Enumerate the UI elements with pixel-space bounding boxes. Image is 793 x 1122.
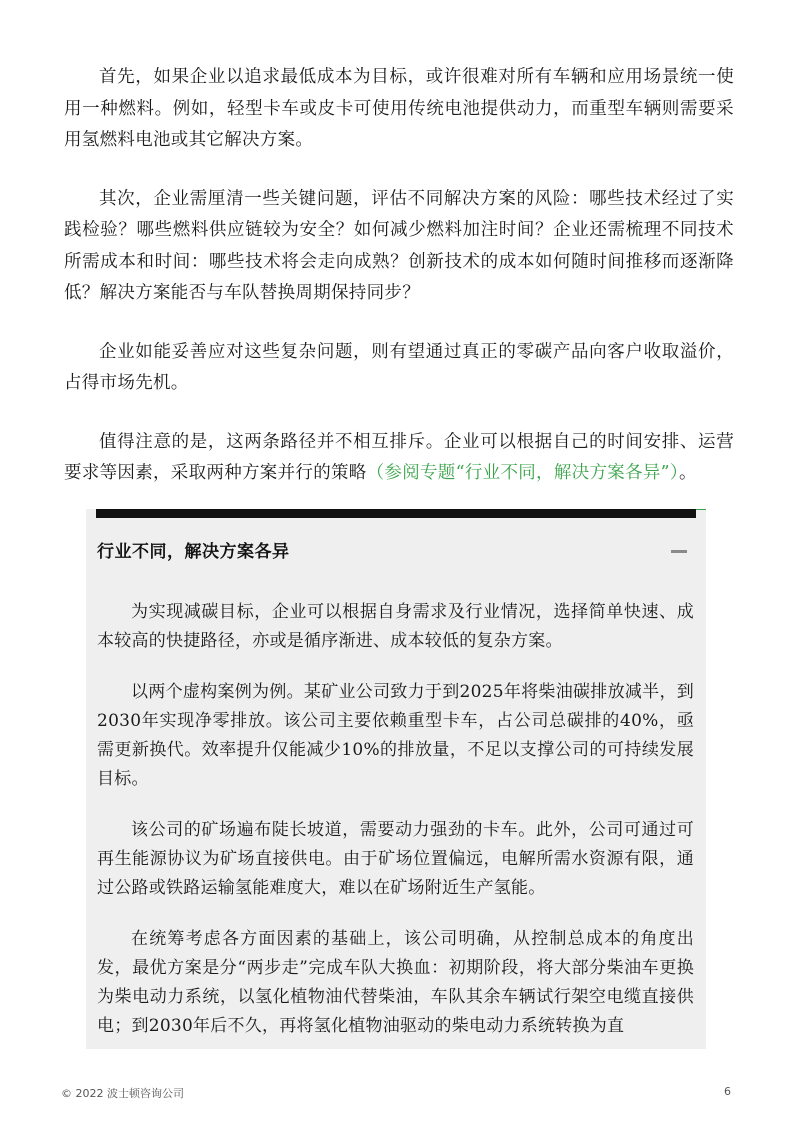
box-accent-line	[696, 509, 706, 510]
main-text	[64, 62, 734, 517]
box-accent-bar	[96, 509, 696, 518]
paragraph-1: 首先，如果企业以追求最低成本为目标，或许很难对所有车辆和应用场景统一使用一种燃料。例如，轻型卡车或皮卡可使用传统电池提供动力，而重型车辆则需要采用氢燃料电池或其它解决方案。	[64, 67, 734, 150]
footer-copyright: © 2022 波士顿咨询公司	[61, 1087, 184, 1100]
paragraph-4-text: 值得注意的是，这两条路径并不相互排斥。企业可以根据自己的时间安排、运营要求等因素，采取两种方案并行的策略	[64, 431, 734, 483]
paragraph-2: 其次，企业需厘清一些关键问题，评估不同解决方案的风险：哪些技术经过了实践检验？哪些燃料供应链较为安全？如何减少燃料加注时间？企业还需梳理不同技术所需成本和时间：哪些技术将会走向成熟？创新技术的成本如何随时间推移而逐渐降低？解决方案能否与车队替换周期保持同步？	[64, 188, 734, 303]
box-title: 行业不同，解决方案各异	[97, 542, 290, 562]
box-paragraph-1: 为实现减碳目标，企业可以根据自身需求及行业情况，选择简单快速、成本较高的快捷路径，亦或是循序渐进、成本较低的复杂方案。	[97, 602, 694, 651]
sidebar-box	[86, 509, 706, 1049]
paragraph-3: 企业如能妥善应对这些复杂问题，则有望通过真正的零碳产品向客户收取溢价，占得市场先机。	[64, 341, 734, 393]
box-body	[97, 598, 694, 1049]
page-number: 6	[724, 1085, 731, 1098]
paragraph-4	[64, 427, 734, 490]
paragraph-4-end: 。	[678, 463, 697, 483]
box-paragraph-2: 以两个虚构案例为例。某矿业公司致力于到2025年将柴油碳排放减半，到2030年实现净零排放。该公司主要依赖重型卡车，占公司总碳排的40%，亟需更新换代。效率提升仅能减少10%的排放量，不足以支撑公司的可持续发展目标。	[97, 682, 694, 789]
sidebar-reference-link[interactable]: （参阅专题“行业不同，解决方案各异”）	[366, 463, 679, 483]
collapse-icon[interactable]	[671, 550, 687, 553]
box-paragraph-4: 在统筹考虑各方面因素的基础上，该公司明确，从控制总成本的角度出发，最优方案是分“两步走”完成车队大换血：初期阶段，将大部分柴油车更换为柴电动力系统，以氢化植物油代替柴油，车队其余车辆试行架空电缆直接供电；到2030年后不久，再将氢化植物油驱动的柴电动力系统转换为直	[97, 929, 694, 1036]
box-paragraph-3: 该公司的矿场遍布陡长坡道，需要动力强劲的卡车。此外，公司可通过可再生能源协议为矿场直接供电。由于矿场位置偏远，电解所需水资源有限，通过公路或铁路运输氢能难度大，难以在矿场附近生产氢能。	[97, 820, 694, 898]
